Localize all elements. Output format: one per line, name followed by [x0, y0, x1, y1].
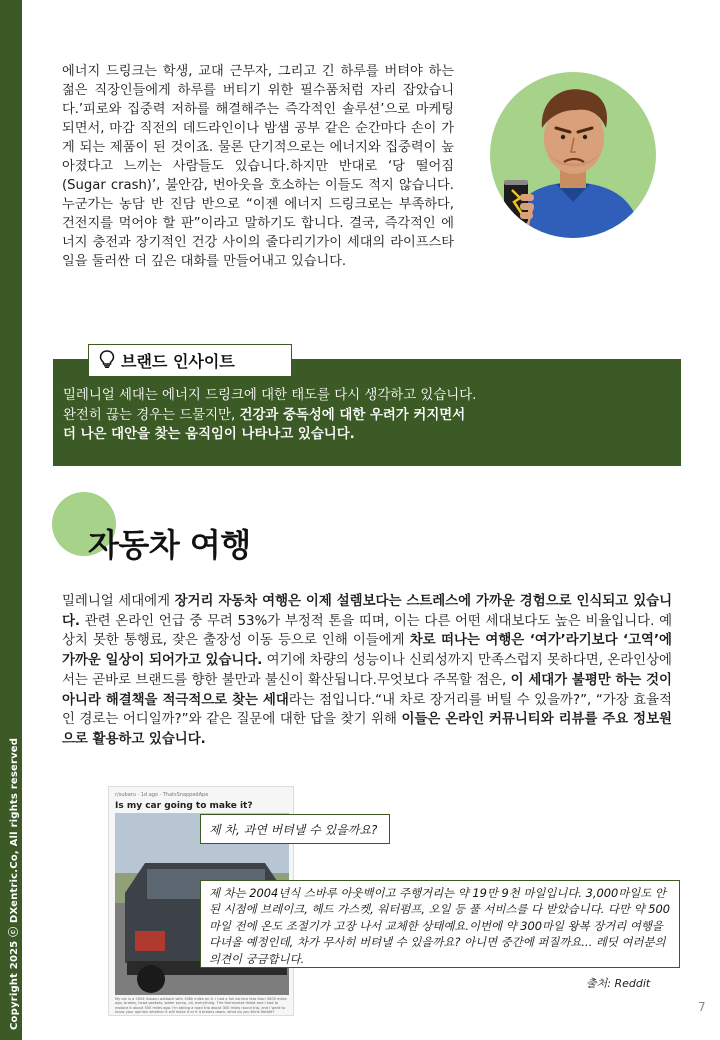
quote-title-box: 제 차, 과연 버텨낼 수 있을까요?: [200, 814, 390, 844]
section-body-paragraph: 밀레니얼 세대에게 장거리 자동차 여행은 이제 설렘보다는 스트레스에 가까운 경험으로 인식되고 있습니다. 관련 온라인 언급 중 무려 53%가 부정적 톤을 띠며, 이는 다른 어떤 세대보다도 높은 비율입니다. 예상치 못한 통행료, 잦은 출장성 이동 등으로 인해 이들에게 차로 떠나는 여행은 ‘여가’라기보다 ‘고역’에 가까운 일상이 되어가고 있습니다. 여기에 차량의 성능이나 신뢰성까지 만족스럽지 못하다면, 온라인상에서는 곧바로 브랜드를 향한 불만과 불신이 확산됩니다.무엇보다 주목할 점은, 이 세대가 불평만 하는 것이 아니라 해결책을 적극적으로 찾는 세대라는 점입니다.“내 차로 장거리를 버틸 수 있을까?”, “가장 효율적인 경로는 어디일까?”와 같은 질문에 대한 답을 찾기 위해 이들은 온라인 커뮤니티와 리뷰를 주요 정보원으로 활용하고 있습니다.: [62, 594, 672, 747]
left-sidebar-band: [0, 0, 22, 1040]
lightbulb-icon: [99, 350, 115, 372]
intro-paragraph: 에너지 드링크는 학생, 교대 근무자, 그리고 긴 하루를 버텨야 하는 젊은 직장인들에게 하루를 버티기 위한 필수품처럼 자리 잡았습니다.’피로와 집중력 저하를 해결해주는 즉각적인 솔루션’으로 마케팅되면서, 마감 직전의 데드라인이나 밤샘 공부 같은 순간마다 손이 가게 되는 제품이 된 것이죠. 물론 단기적으로는 에너지와 집중력이 높아졌다고 느끼는 사람들도 있습니다.하지만 반대로 ‘당 떨어짐(Sugar crash)’, 불안감, 번아웃을 호소하는 이들도 적지 않습니다. 누군가는 농담 반 진담 반으로 “이젠 에너지 드링크로는 부족하다, 건전지를 먹어야 할 판”이라고 말하기도 합니다. 결국, 즉각적인 에너지 충전과 장기적인 건강 사이의 줄다리기가이 세대의 라이프스타일을 둘러싼 더 깊은 대화를 만들어내고 있습니다.: [62, 64, 454, 269]
insight-line-1: 밀레니얼 세대는 에너지 드링크에 대한 태도를 다시 생각하고 있습니다.: [63, 388, 477, 403]
portrait-svg: [490, 72, 656, 238]
copyright-notice: Copyright 2025 ⓒ DXentric.Co, All rights reserved: [9, 737, 20, 1030]
insight-line-2: 완전히 끊는 경우는 드물지만, 건강과 중독성에 대한 우려가 커지면서: [63, 407, 466, 423]
reddit-post-caption: My car is a 2004 Subaru outback with 198k miles on it. I had a full service less than 3000 miles ago, brakes, head gaskets, water pump, oil, everything. The thermostat failed and I had to replace it about 500 miles ago. I'm taking a road trip about 300 miles round trip, and I want to know your opinion whether it will make it or if it breaks down, what do you think Reddit?: [115, 997, 287, 1015]
reddit-post-user: r/subaru · 1d ago · ThatsSnappedApe: [115, 792, 209, 798]
reddit-post-header: [115, 792, 287, 811]
energy-drink-man-illustration: [490, 72, 656, 238]
page-number: 7: [698, 1000, 706, 1014]
source-label: 출처: Reddit: [586, 977, 651, 990]
section-title: 자동차 여행: [88, 526, 251, 564]
reddit-post-title: Is my car going to make it?: [115, 801, 253, 811]
brand-insight-title: 브랜드 인사이트: [121, 352, 235, 371]
insight-line-3: 더 나은 대안을 찾는 움직임이 나타나고 있습니다.: [63, 427, 355, 442]
brand-insight-text: [63, 386, 663, 445]
brand-insight-tab: [88, 344, 292, 377]
quote-body-box: 제 차는 2004년식 스바루 아웃백이고 주행거리는 약 19만 9천 마일입니다. 3,000마일도 안 된 시점에 브레이크, 헤드 가스켓, 워터펌프, 오일 등 풀 서비스를 다 받았습니다. 다만 약 500마일 전에 온도 조절기가 고장 나서 교체한 상태예요.이번에 약 300마일 왕복 장거리 여행을 다녀올 예정인데, 차가 무사히 버텨낼 수 있을까요? 아니면 중간에 퍼질까요... 레딧 여러분의 의견이 궁금합니다.: [200, 880, 680, 968]
